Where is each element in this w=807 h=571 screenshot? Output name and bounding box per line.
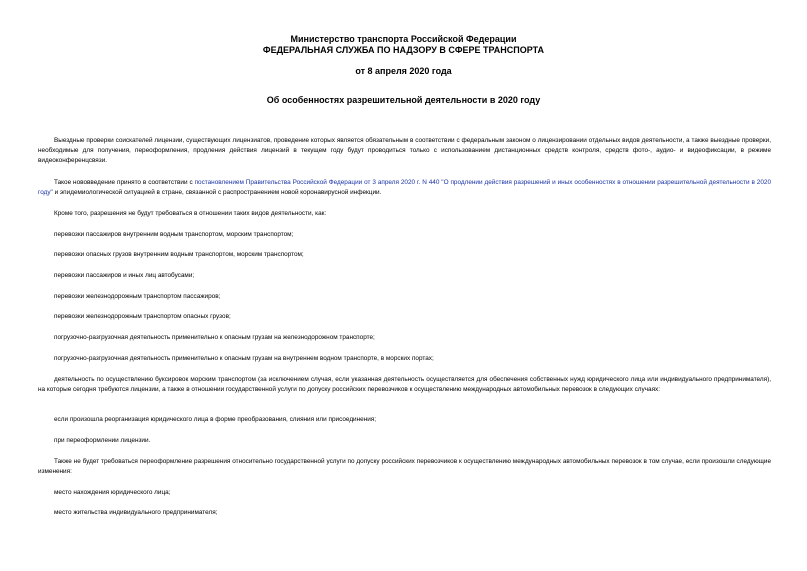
service-heading: ФЕДЕРАЛЬНАЯ СЛУЖБА ПО НАДЗОРУ В СФЕРЕ ТРАНСПОРТА [262, 45, 545, 55]
document-title: Об особенностях разрешительной деятельности в 2020 году [266, 95, 541, 105]
paragraph-resolution [38, 178, 771, 198]
list-item: перевозки опасных грузов внутренним водным транспортом, морским транспортом; [54, 251, 304, 258]
list-item: погрузочно-разгрузочная деятельность применительно к опасным грузам на железнодорожном транспорте; [54, 334, 375, 341]
list-item: перевозки пассажиров и иных лиц автобусами; [54, 272, 195, 279]
list-item: перевозки железнодорожным транспортом пассажиров; [54, 293, 221, 300]
government-decree-link[interactable]: постановлением Правительства Российской Федерации от 3 апреля 2020 г. N 440 "О продлении действия разрешений и иных особенностях в отношении разрешительной деятельности в 2020 году" [38, 179, 772, 196]
paragraph-inspections: Выездные проверки соискателей лицензии, существующих лицензиатов, проведение которых является обязательным в соответствии с федеральным законом о лицензировании отдельных видов деятельности, а также выездные проверки, необходимые для получения, переоформления, продления действия лицензий в текущем году будут проводиться только с использованием дистанционных средств контроля, средств фото-, аудио- и видеофиксации, в режиме видеоконференцсвязи. [38, 137, 771, 164]
list-item: место нахождения юридического лица; [54, 489, 171, 496]
paragraph-resolution-text-after: и эпидемиологической ситуацией в стране, связанной с распространением новой коронавирусной инфекции. [52, 189, 382, 196]
list-item: перевозки пассажиров внутренним водным транспортом, морским транспортом; [54, 231, 294, 238]
paragraph-reissue: Также не будет требоваться переоформление разрешения относительно государственной услуги по допуску российских перевозчиков к осуществлению международных автомобильных перевозок в том случае, если произошли следующие изменения: [38, 458, 771, 475]
document-date: от 8 апреля 2020 года [355, 66, 452, 76]
list-item: место жительства индивидуального предпринимателя; [54, 509, 218, 516]
paragraph-resolution-text-before: Такое нововведение принято в соответствии с [54, 179, 195, 186]
list-item: погрузочно-разгрузочная деятельность применительно к опасным грузам на внутреннем водном транспорте, в морских портах; [54, 355, 434, 362]
ministry-heading: Министерство транспорта Российской Федерации [290, 34, 517, 44]
list-item: при переоформлении лицензии. [54, 437, 151, 444]
paragraph-towing: деятельность по осуществлению буксировок морским транспортом (за исключением случая, если указанная деятельность осуществляется для обеспечения собственных нужд юридического лица или индивидуального предпринимателя), на которые сегодня требуются лицензии, а также в отношении государственной услуги по допуску российских перевозчиков к осуществлению международных автомобильных перевозок в следующих случаях: [38, 376, 771, 393]
list-item: перевозки железнодорожным транспортом опасных грузов; [54, 313, 231, 320]
paragraph-no-permits-intro: Кроме того, разрешения не будут требоваться в отношении таких видов деятельности, как: [54, 210, 327, 217]
list-item: если произошла реорганизация юридического лица в форме преобразования, слияния или присоединения; [54, 416, 377, 423]
